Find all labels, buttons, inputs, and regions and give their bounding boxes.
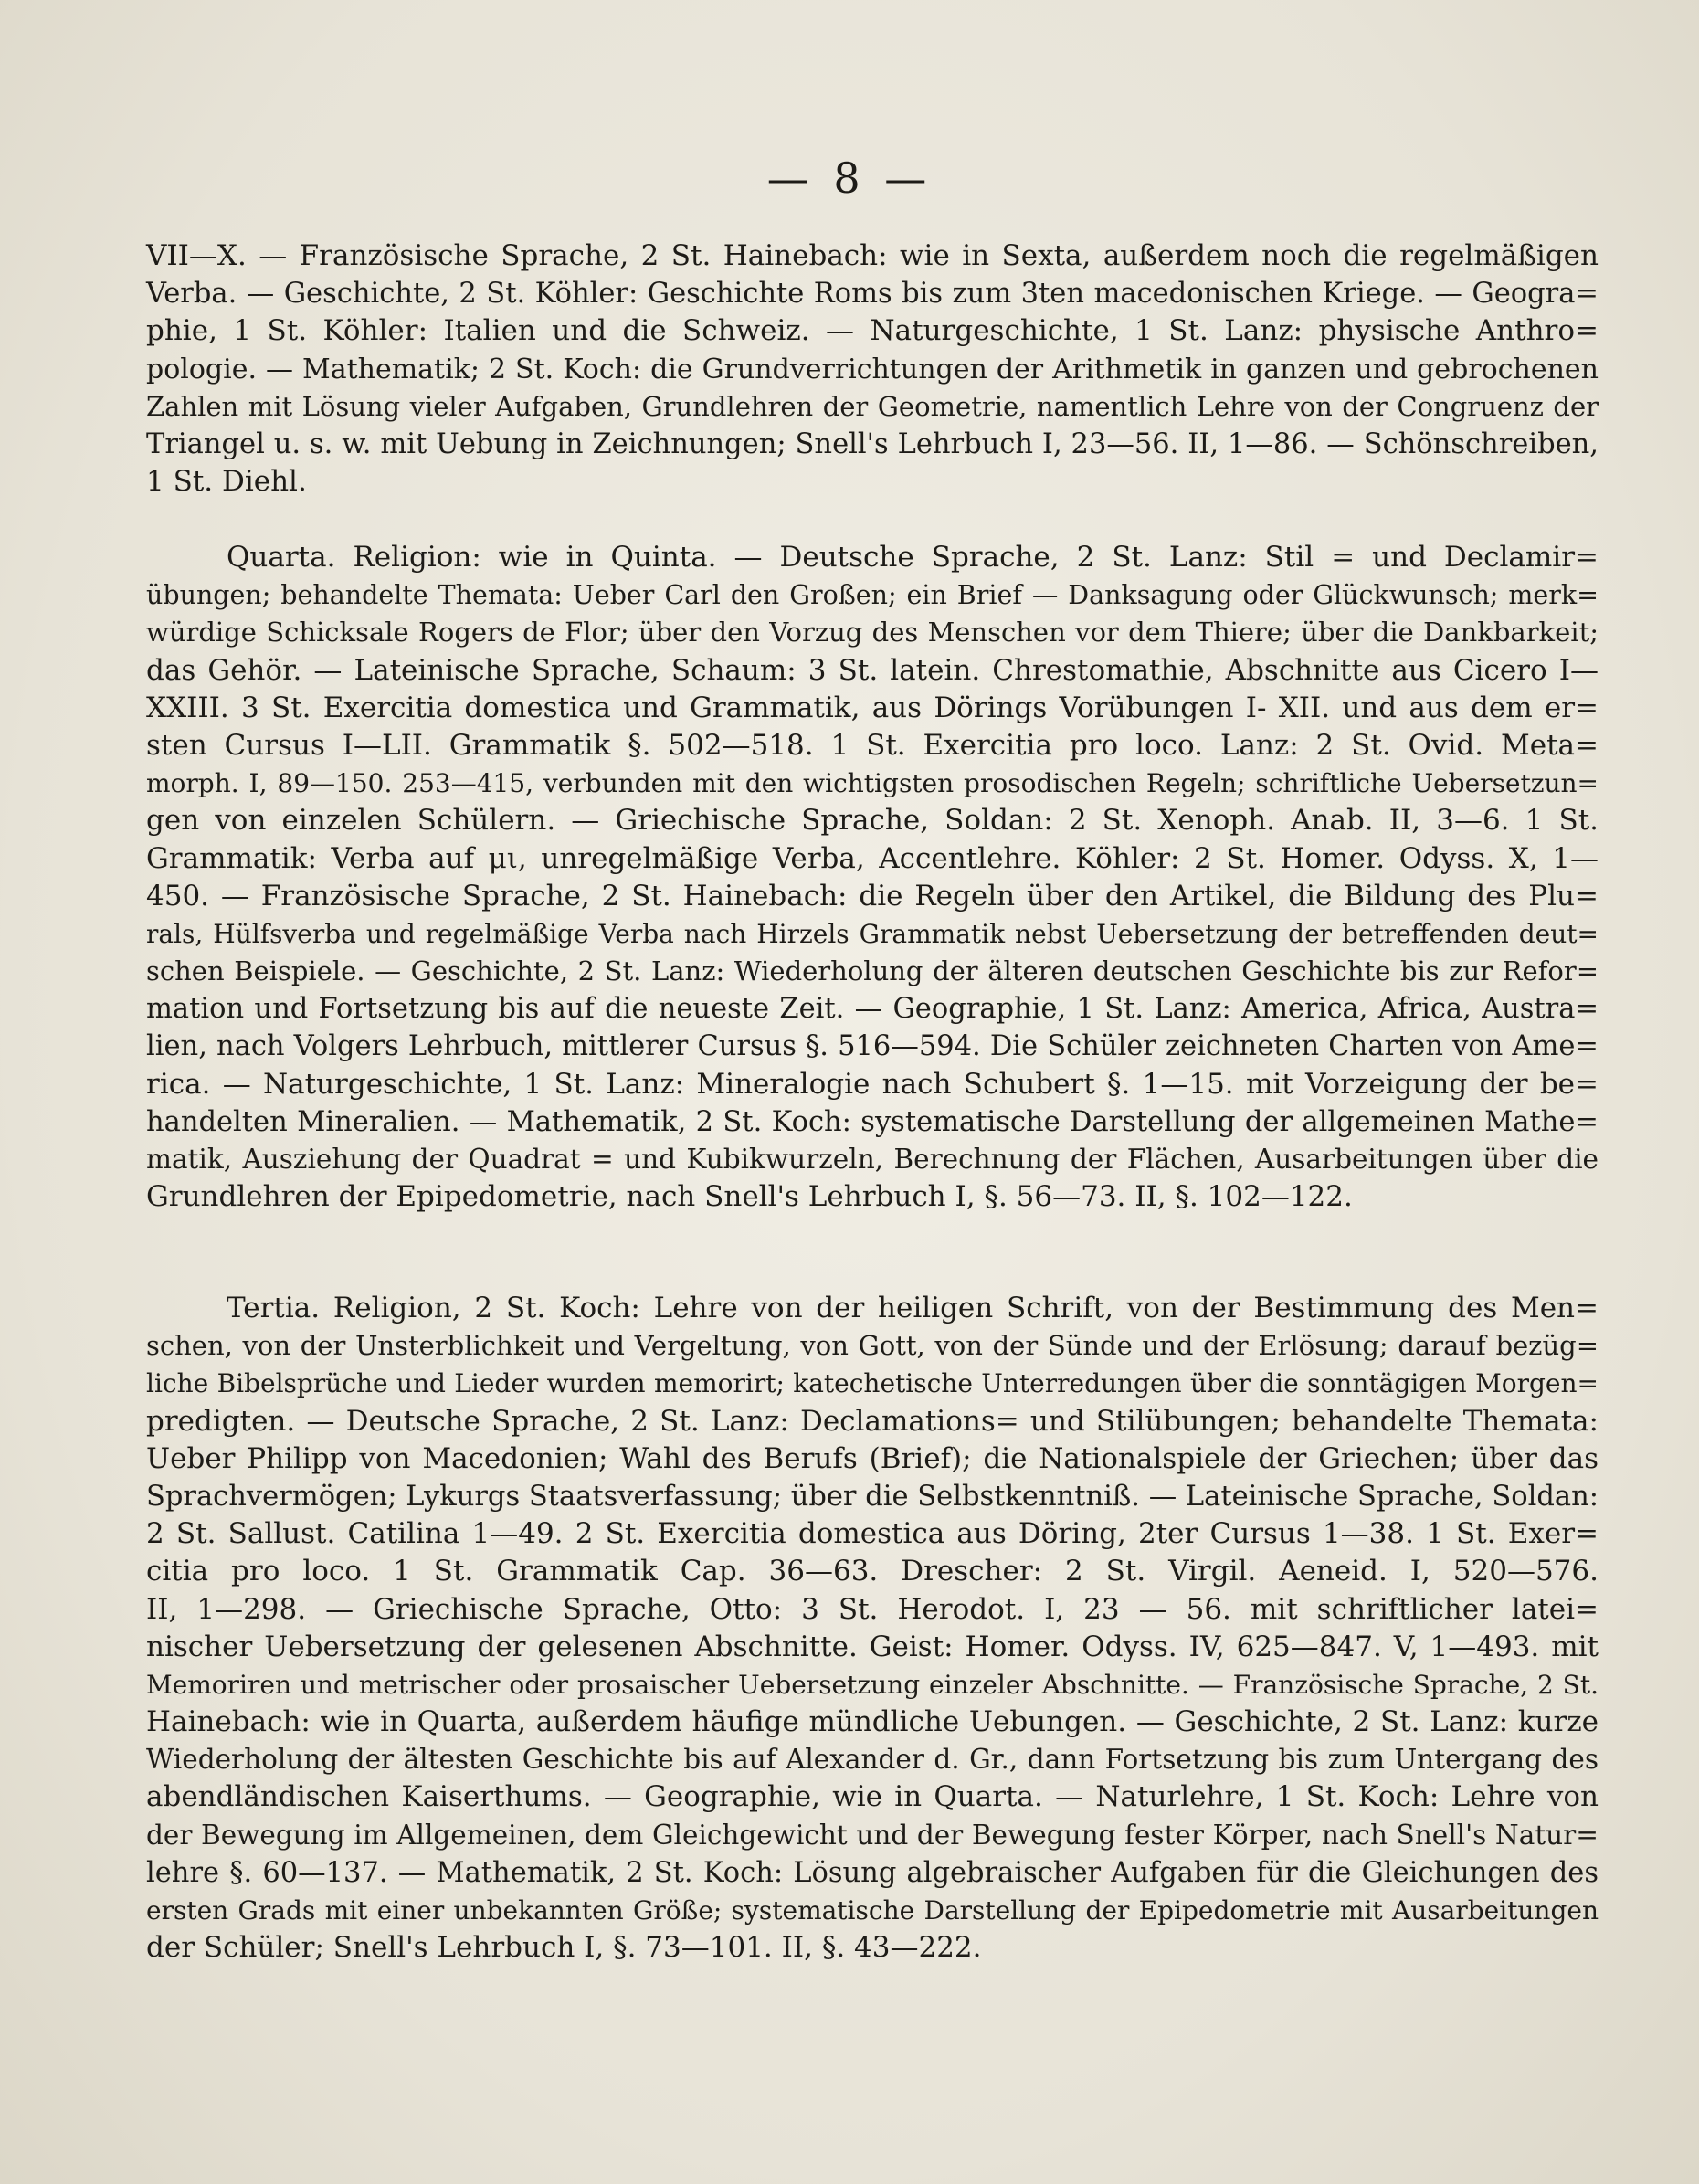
text-line: Memoriren und metrischer oder prosaischer Uebersetzung einzeler Abschnitte. — Französische Sprache, 2 St. — [146, 1669, 1599, 1700]
text-line: handelten Mineralien. — Mathematik, 2 St. Koch: systematische Darstellung der allgemeinen Mathe= — [146, 1105, 1599, 1138]
text-line: nischer Uebersetzung der gelesenen Abschnitte. Geist: Homer. Odyss. IV, 625—847. V, 1—493. mit — [146, 1630, 1599, 1663]
text-line: sten Cursus I—LII. Grammatik §. 502—518. 1 St. Exercitia pro loco. Lanz: 2 St. Ovid. Meta= — [146, 728, 1599, 762]
page-number: — 8 — — [766, 153, 933, 203]
text-line: würdige Schicksale Rogers de Flor; über den Vorzug des Menschen vor dem Thiere; über die Dankbarkeit; — [146, 617, 1599, 649]
text-line: liche Bibelsprüche und Lieder wurden memorirt; katechetische Unterredungen über die sonntägigen Morgen= — [146, 1368, 1599, 1399]
text-line: citia pro loco. 1 St. Grammatik Cap. 36—63. Drescher: 2 St. Virgil. Aeneid. I, 520—576. — [146, 1555, 1599, 1588]
text-line: das Gehör. — Lateinische Sprache, Schaum: 3 St. latein. Chrestomathie, Abschnitte aus Cicero I— — [146, 653, 1599, 687]
text-line: phie, 1 St. Köhler: Italien und die Schweiz. — Naturgeschichte, 1 St. Lanz: physische Anthro= — [146, 314, 1599, 348]
paragraph-tertia — [146, 1290, 1599, 1967]
text-line: Grammatik: Verba auf μι, unregelmäßige Verba, Accentlehre. Köhler: 2 St. Homer. Odyss. X, 1— — [146, 841, 1599, 875]
text-line: gen von einzelen Schülern. — Griechische Sprache, Soldan: 2 St. Xenoph. Anab. II, 3—6. 1 St. — [146, 804, 1599, 838]
text-line: predigten. — Deutsche Sprache, 2 St. Lanz: Declamations= und Stilübungen; behandelte Themata: — [146, 1404, 1599, 1438]
text-line: abendländischen Kaiserthums. — Geographie, wie in Quarta. — Naturlehre, 1 St. Koch: Lehre von — [146, 1780, 1599, 1814]
paragraph-quarta — [146, 539, 1599, 1216]
paragraph-vii-x — [146, 237, 1599, 501]
text-line: rica. — Naturgeschichte, 1 St. Lanz: Mineralogie nach Schubert §. 1—15. mit Vorzeigung der be= — [146, 1067, 1599, 1101]
text-line: Wiederholung der ältesten Geschichte bis auf Alexander d. Gr., dann Fortsetzung bis zum Untergang des — [146, 1744, 1599, 1776]
text-line: lien, nach Volgers Lehrbuch, mittlerer Cursus §. 516—594. Die Schüler zeichneten Charten von Ame= — [146, 1030, 1599, 1063]
text-line: lehre §. 60—137. — Mathematik, 2 St. Koch: Lösung algebraischer Aufgaben für die Gleichungen des — [146, 1856, 1599, 1889]
text-line: der Schüler; Snell's Lehrbuch I, §. 73—101. II, §. 43—222. — [146, 1931, 982, 1965]
text-line: Verba. — Geschichte, 2 St. Köhler: Geschichte Roms bis zum 3ten macedonischen Kriege. — Geogra= — [146, 278, 1599, 311]
text-line: Tertia. Religion, 2 St. Koch: Lehre von der heiligen Schrift, von der Bestimmung des Men= — [227, 1292, 1599, 1324]
text-line: rals, Hülfsverba und regelmäßige Verba nach Hirzels Grammatik nebst Uebersetzung der betreffenden deut= — [146, 918, 1599, 949]
text-line: mation und Fortsetzung bis auf die neueste Zeit. — Geographie, 1 St. Lanz: America, Africa, Austra= — [146, 993, 1599, 1026]
text-line: XXIII. 3 St. Exercitia domestica und Grammatik, aus Dörings Vorübungen I- XII. und aus dem er= — [146, 691, 1599, 724]
text-line: Sprachvermögen; Lykurgs Staatsverfassung; über die Selbstkenntniß. — Lateinische Sprache, Soldan: — [146, 1480, 1599, 1513]
text-line: 2 St. Sallust. Catilina 1—49. 2 St. Exercitia domestica aus Döring, 2ter Cursus 1—38. 1 St. Exer= — [146, 1517, 1599, 1551]
text-line: Grundlehren der Epipedometrie, nach Snell's Lehrbuch I, §. 56—73. II, §. 102—122. — [146, 1180, 1353, 1214]
text-line: übungen; behandelte Themata: Ueber Carl den Großen; ein Brief — Danksagung oder Glückwunsch; merk= — [146, 580, 1599, 611]
text-line: Zahlen mit Lösung vieler Aufgaben, Grundlehren der Geometrie, namentlich Lehre von der Congruenz der — [146, 390, 1599, 422]
text-line: Quarta. Religion: wie in Quinta. — Deutsche Sprache, 2 St. Lanz: Stil = und Declamir= — [227, 541, 1599, 574]
text-line: Ueber Philipp von Macedonien; Wahl des Berufs (Brief); die Nationalspiele der Griechen; über das — [146, 1441, 1599, 1475]
text-line: 1 St. Diehl. — [146, 465, 307, 499]
text-line: morph. I, 89—150. 253—415, verbunden mit den wichtigsten prosodischen Regeln; schriftliche Uebersetzun= — [146, 768, 1599, 799]
text-line: II, 1—298. — Griechische Sprache, Otto: 3 St. Herodot. I, 23 — 56. mit schriftlicher latei= — [146, 1592, 1599, 1626]
text-line: 450. — Französische Sprache, 2 St. Hainebach: die Regeln über den Artikel, die Bildung des Plu= — [146, 879, 1599, 913]
text-line: Triangel u. s. w. mit Uebung in Zeichnungen; Snell's Lehrbuch I, 23—56. II, 1—86. — Schönschreiben, — [146, 427, 1599, 460]
text-line: matik, Ausziehung der Quadrat = und Kubikwurzeln, Berechnung der Flächen, Ausarbeitungen über die — [146, 1144, 1599, 1175]
text-line: schen Beispiele. — Geschichte, 2 St. Lanz: Wiederholung der älteren deutschen Geschichte bis zur Refor= — [146, 955, 1599, 987]
text-line: VII—X. — Französische Sprache, 2 St. Hainebach: wie in Sexta, außerdem noch die regelmäßigen — [146, 239, 1599, 272]
text-line: pologie. — Mathematik; 2 St. Koch: die Grundverrichtungen der Arithmetik in ganzen und gebrochenen — [146, 353, 1599, 385]
text-line: schen, von der Unsterblichkeit und Vergeltung, von Gott, von der Sünde und der Erlösung; darauf bezüg= — [146, 1330, 1599, 1362]
text-line: Hainebach: wie in Quarta, außerdem häufige mündliche Uebungen. — Geschichte, 2 St. Lanz: kurze — [146, 1705, 1599, 1739]
text-line: ersten Grads mit einer unbekannten Größe; systematische Darstellung der Epipedometrie mit Ausarbeitungen — [146, 1895, 1599, 1926]
text-line: der Bewegung im Allgemeinen, dem Gleichgewicht und der Bewegung fester Körper, nach Snell's Natur= — [146, 1819, 1599, 1851]
